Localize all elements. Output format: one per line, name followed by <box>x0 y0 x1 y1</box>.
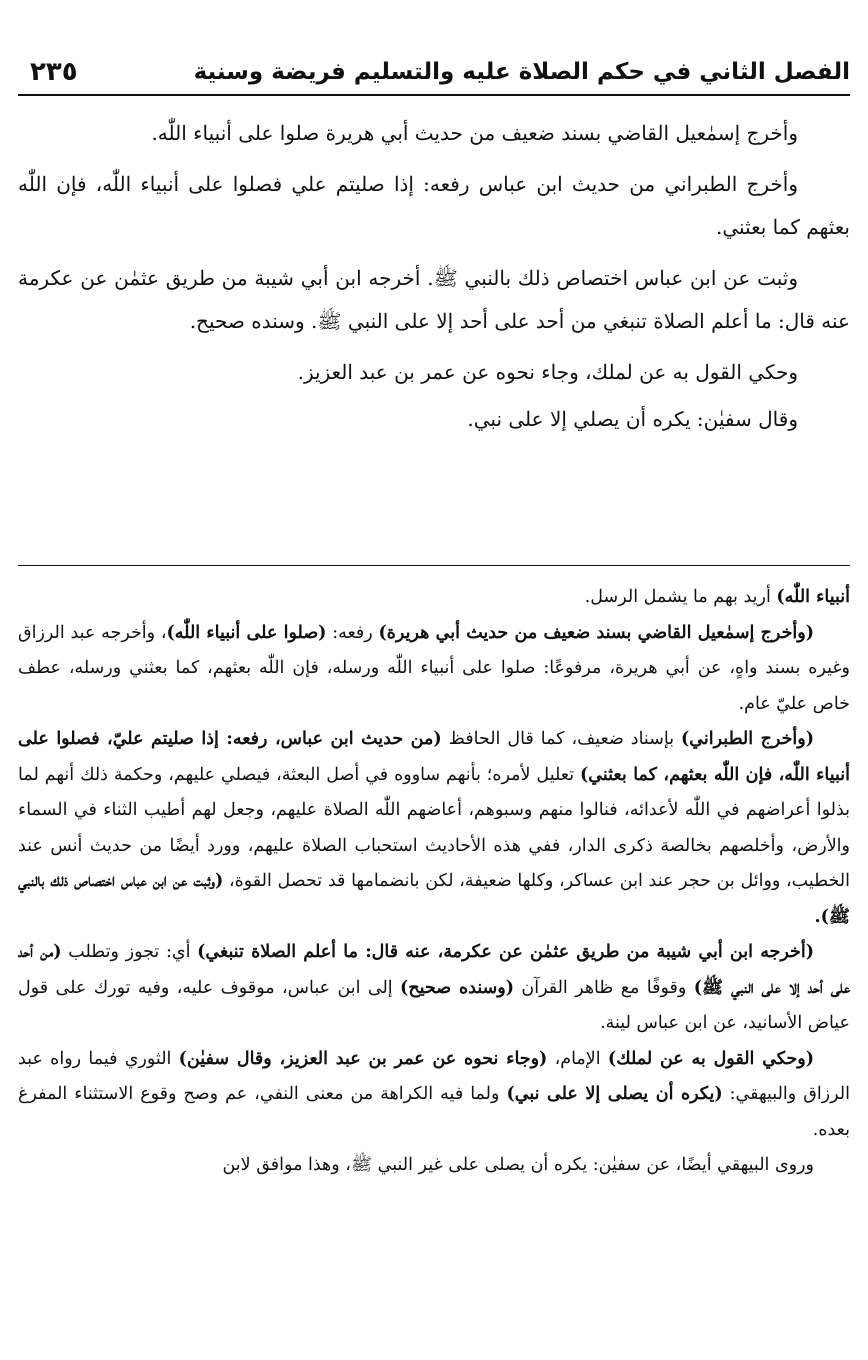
quoted-text: (وثبت عن ابن عباس اختصاص ذلك بالنبي ﷺ). <box>18 871 850 927</box>
commentary-paragraph <box>18 616 850 723</box>
main-paragraph: وحكي القول به عن لملك، وجاء نحوه عن عمر بن عبد العزيز. <box>297 360 798 384</box>
footnote-divider <box>18 565 850 566</box>
commentary-paragraph <box>18 580 850 616</box>
chapter-title: الفصل الثاني في حكم الصلاة عليه والتسليم فريضة وسنية <box>193 59 850 85</box>
quoted-text: (من حديث ابن عباس، رفعه: إذا صليتم عليّ، فصلوا على أنبياء اللّٰه، فإن اللّٰه بعثهم، كما بعثني) <box>18 729 850 785</box>
commentary-text: ، وأخرجه عبد الرزاق وغيره بسند واهٍ، عن أبي هريرة، مرفوعًا: صلوا على أنبياء اللّٰه ورسله، فإن اللّٰه بعثهم، كما بعثني ورسله، عطف خاص عليّ عام. <box>18 622 850 714</box>
quoted-text: (أخرجه ابن أبي شيبة من طريق عثمٰن عن عكرمة، عنه قال: ما أعلم الصلاة تنبغي) <box>197 942 815 962</box>
commentary-paragraph: وروى البيهقي أيضًا، عن سفيٰن: يكره أن يصلى على غير النبي ﷺ، وهذا موافق لابن <box>222 1155 814 1175</box>
commentary-text: إلى ابن عباس، موقوف عليه، وفيه تورك على قول عياض الأسانيد، عن ابن عباس لينة. <box>18 977 850 1033</box>
main-paragraph: وأخرج إسمٰعيل القاضي بسند ضعيف من حديث أبي هريرة صلوا على أنبياء اللّٰه. <box>151 121 798 145</box>
commentary-text: تعليل لأمره؛ بأنهم ساووه في أصل البعثة، فيصلي عليهم، وحكمة ذلك أنهم لما بذلوا أعراضهم في اللّٰه لأعدائه، فنالوا منهم وسبوهم، أعاضهم اللّٰه الصلاة عليهم، وجعل لهم أطيب الثناء في السماء والأرض، وأخلصهم بخالصة ذكرى الدار، ففي هذه الأحاديث استحباب الصلاة عليهم، وورد أيضًا من حديث أنس عند الخطيب، ووائل بن حجر عند ابن عساكر، وكلها ضعيفة، لكن بانضمامها قد تحصل القوة، <box>18 764 850 891</box>
commentary <box>18 580 850 1184</box>
quoted-text: (صلوا على أنبياء اللّٰه) <box>166 622 327 643</box>
commentary-text: بإسناد ضعيف، كما قال الحافظ <box>441 729 682 749</box>
quoted-text: (وجاء نحوه عن عمر بن عبد العزيز، وقال سفيٰن) <box>178 1048 548 1069</box>
quoted-text: (يكره أن يصلى إلا على نبي) <box>506 1084 723 1104</box>
quoted-text: (وسنده صحيح) <box>400 977 514 998</box>
page-header <box>18 52 850 96</box>
quoted-text: (من أحد على أحد إلا على النبي ﷺ) <box>18 942 850 998</box>
page-number: ٢٣٥ <box>30 57 78 87</box>
commentary-text: الثوري فيما رواه عبد الرزاق والبيهقي: <box>18 1048 850 1104</box>
main-paragraph: وثبت عن ابن عباس اختصاص ذلك بالنبي ﷺ. أخرجه ابن أبي شيبة من طريق عثمٰن عن عكرمة عنه قال: ما أعلم الصلاة تنبغي من أحد على أحد إلا على النبي ﷺ. وسنده صحيح. <box>18 266 850 333</box>
commentary-paragraph <box>18 722 850 935</box>
main-paragraph: وأخرج الطبراني من حديث ابن عباس رفعه: إذا صليتم علي فصلوا على أنبياء اللّٰه، فإن اللّٰه بعثهم كما بعثني. <box>18 172 850 239</box>
commentary-text: أي: تجوز وتطلب <box>61 942 198 962</box>
commentary-paragraph <box>18 935 850 1042</box>
book-page <box>18 0 850 1360</box>
quoted-text: (وحكي القول به عن لملك) <box>607 1048 814 1069</box>
commentary-text: ولما فيه الكراهة من معنى النفي، عم وصح وقوع الاستثناء المفرغ بعده. <box>18 1084 850 1140</box>
commentary-text: أريد بهم ما يشمل الرسل. <box>584 587 777 607</box>
commentary-text: رفعه: <box>326 622 379 643</box>
main-paragraph: وقال سفيٰن: يكره أن يصلي إلا على نبي. <box>467 407 798 431</box>
quoted-text: (وأخرج الطبراني) <box>681 729 814 749</box>
main-text <box>18 112 850 445</box>
quoted-text: أنبياء اللّٰه) <box>776 587 850 607</box>
commentary-text: الإمام، <box>547 1048 608 1069</box>
quoted-text: (وأخرج إسمٰعيل القاضي بسند ضعيف من حديث أبي هريرة) <box>378 622 814 643</box>
commentary-paragraph <box>18 1042 850 1149</box>
commentary-text: وقوفًا مع ظاهر القرآن <box>514 977 694 998</box>
